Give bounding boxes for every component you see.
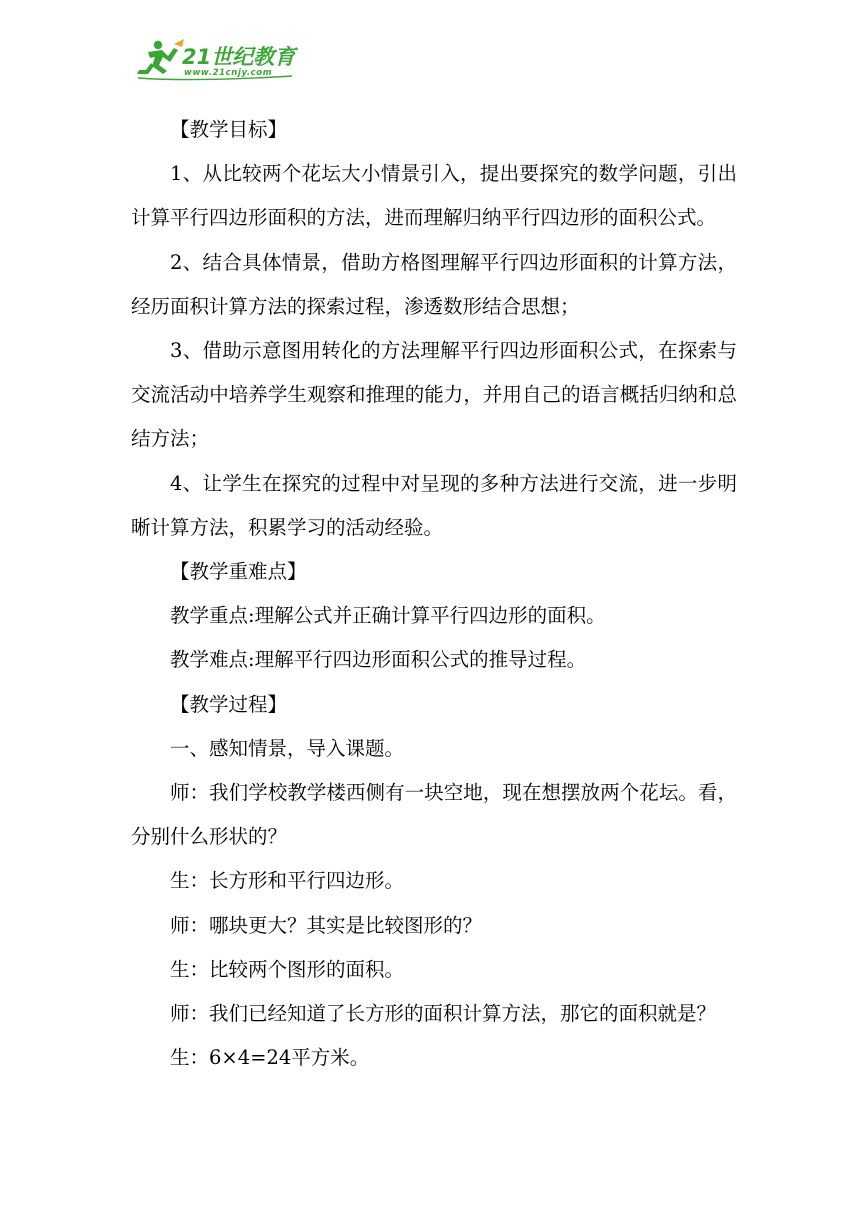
site-logo bbox=[134, 38, 304, 82]
section-heading-objectives: 【教学目标】 bbox=[170, 118, 288, 141]
dialogue-line: 生：比较两个图形的面积。 bbox=[170, 957, 405, 981]
dialogue-line: 生：6×4=24平方米。 bbox=[170, 1046, 370, 1070]
running-figure-icon bbox=[137, 39, 184, 74]
dialogue-line: 师：哪块更大？其实是比较图形的？ bbox=[170, 913, 483, 937]
key-point: 教学重点:理解公式并正确计算平行四边形的面积。 bbox=[170, 604, 606, 628]
objective-4: 4、让学生在探究的过程中对呈现的多种方法进行交流，进一步明晰计算方法，积累学习的活动经验。 bbox=[131, 471, 737, 539]
process-step-title: 一、感知情景，导入课题。 bbox=[170, 736, 405, 760]
section-heading-process: 【教学过程】 bbox=[170, 692, 288, 716]
document-body bbox=[131, 108, 737, 1080]
dialogue-line: 师：我们学校教学楼西侧有一块空地，现在想摆放两个花坛。看，分别什么形状的？ bbox=[131, 781, 737, 849]
dialogue-line: 师：我们已经知道了长方形的面积计算方法，那它的面积就是？ bbox=[170, 1002, 717, 1026]
logo-url: www.21cnjy.com bbox=[184, 68, 273, 78]
objective-3: 3、借助示意图用转化的方法理解平行四边形面积公式，在探索与交流活动中培养学生观察和推理的能力，并用自己的语言概括归纳和总结方法； bbox=[131, 339, 737, 451]
objective-2: 2、结合具体情景，借助方格图理解平行四边形面积的计算方法，经历面积计算方法的探索过程，渗透数形结合思想； bbox=[131, 250, 737, 318]
logo-graphic bbox=[134, 38, 304, 82]
dialogue-line: 生：长方形和平行四边形。 bbox=[170, 869, 405, 893]
section-heading-key-points: 【教学重难点】 bbox=[170, 560, 307, 584]
difficult-point: 教学难点:理解平行四边形面积公式的推导过程。 bbox=[170, 648, 587, 672]
logo-brand: 21世纪教育 bbox=[182, 45, 296, 69]
objective-1: 1、从比较两个花坛大小情景引入，提出要探究的数学问题，引出计算平行四边形面积的方法，进而理解归纳平行四边形的面积公式。 bbox=[131, 162, 737, 230]
